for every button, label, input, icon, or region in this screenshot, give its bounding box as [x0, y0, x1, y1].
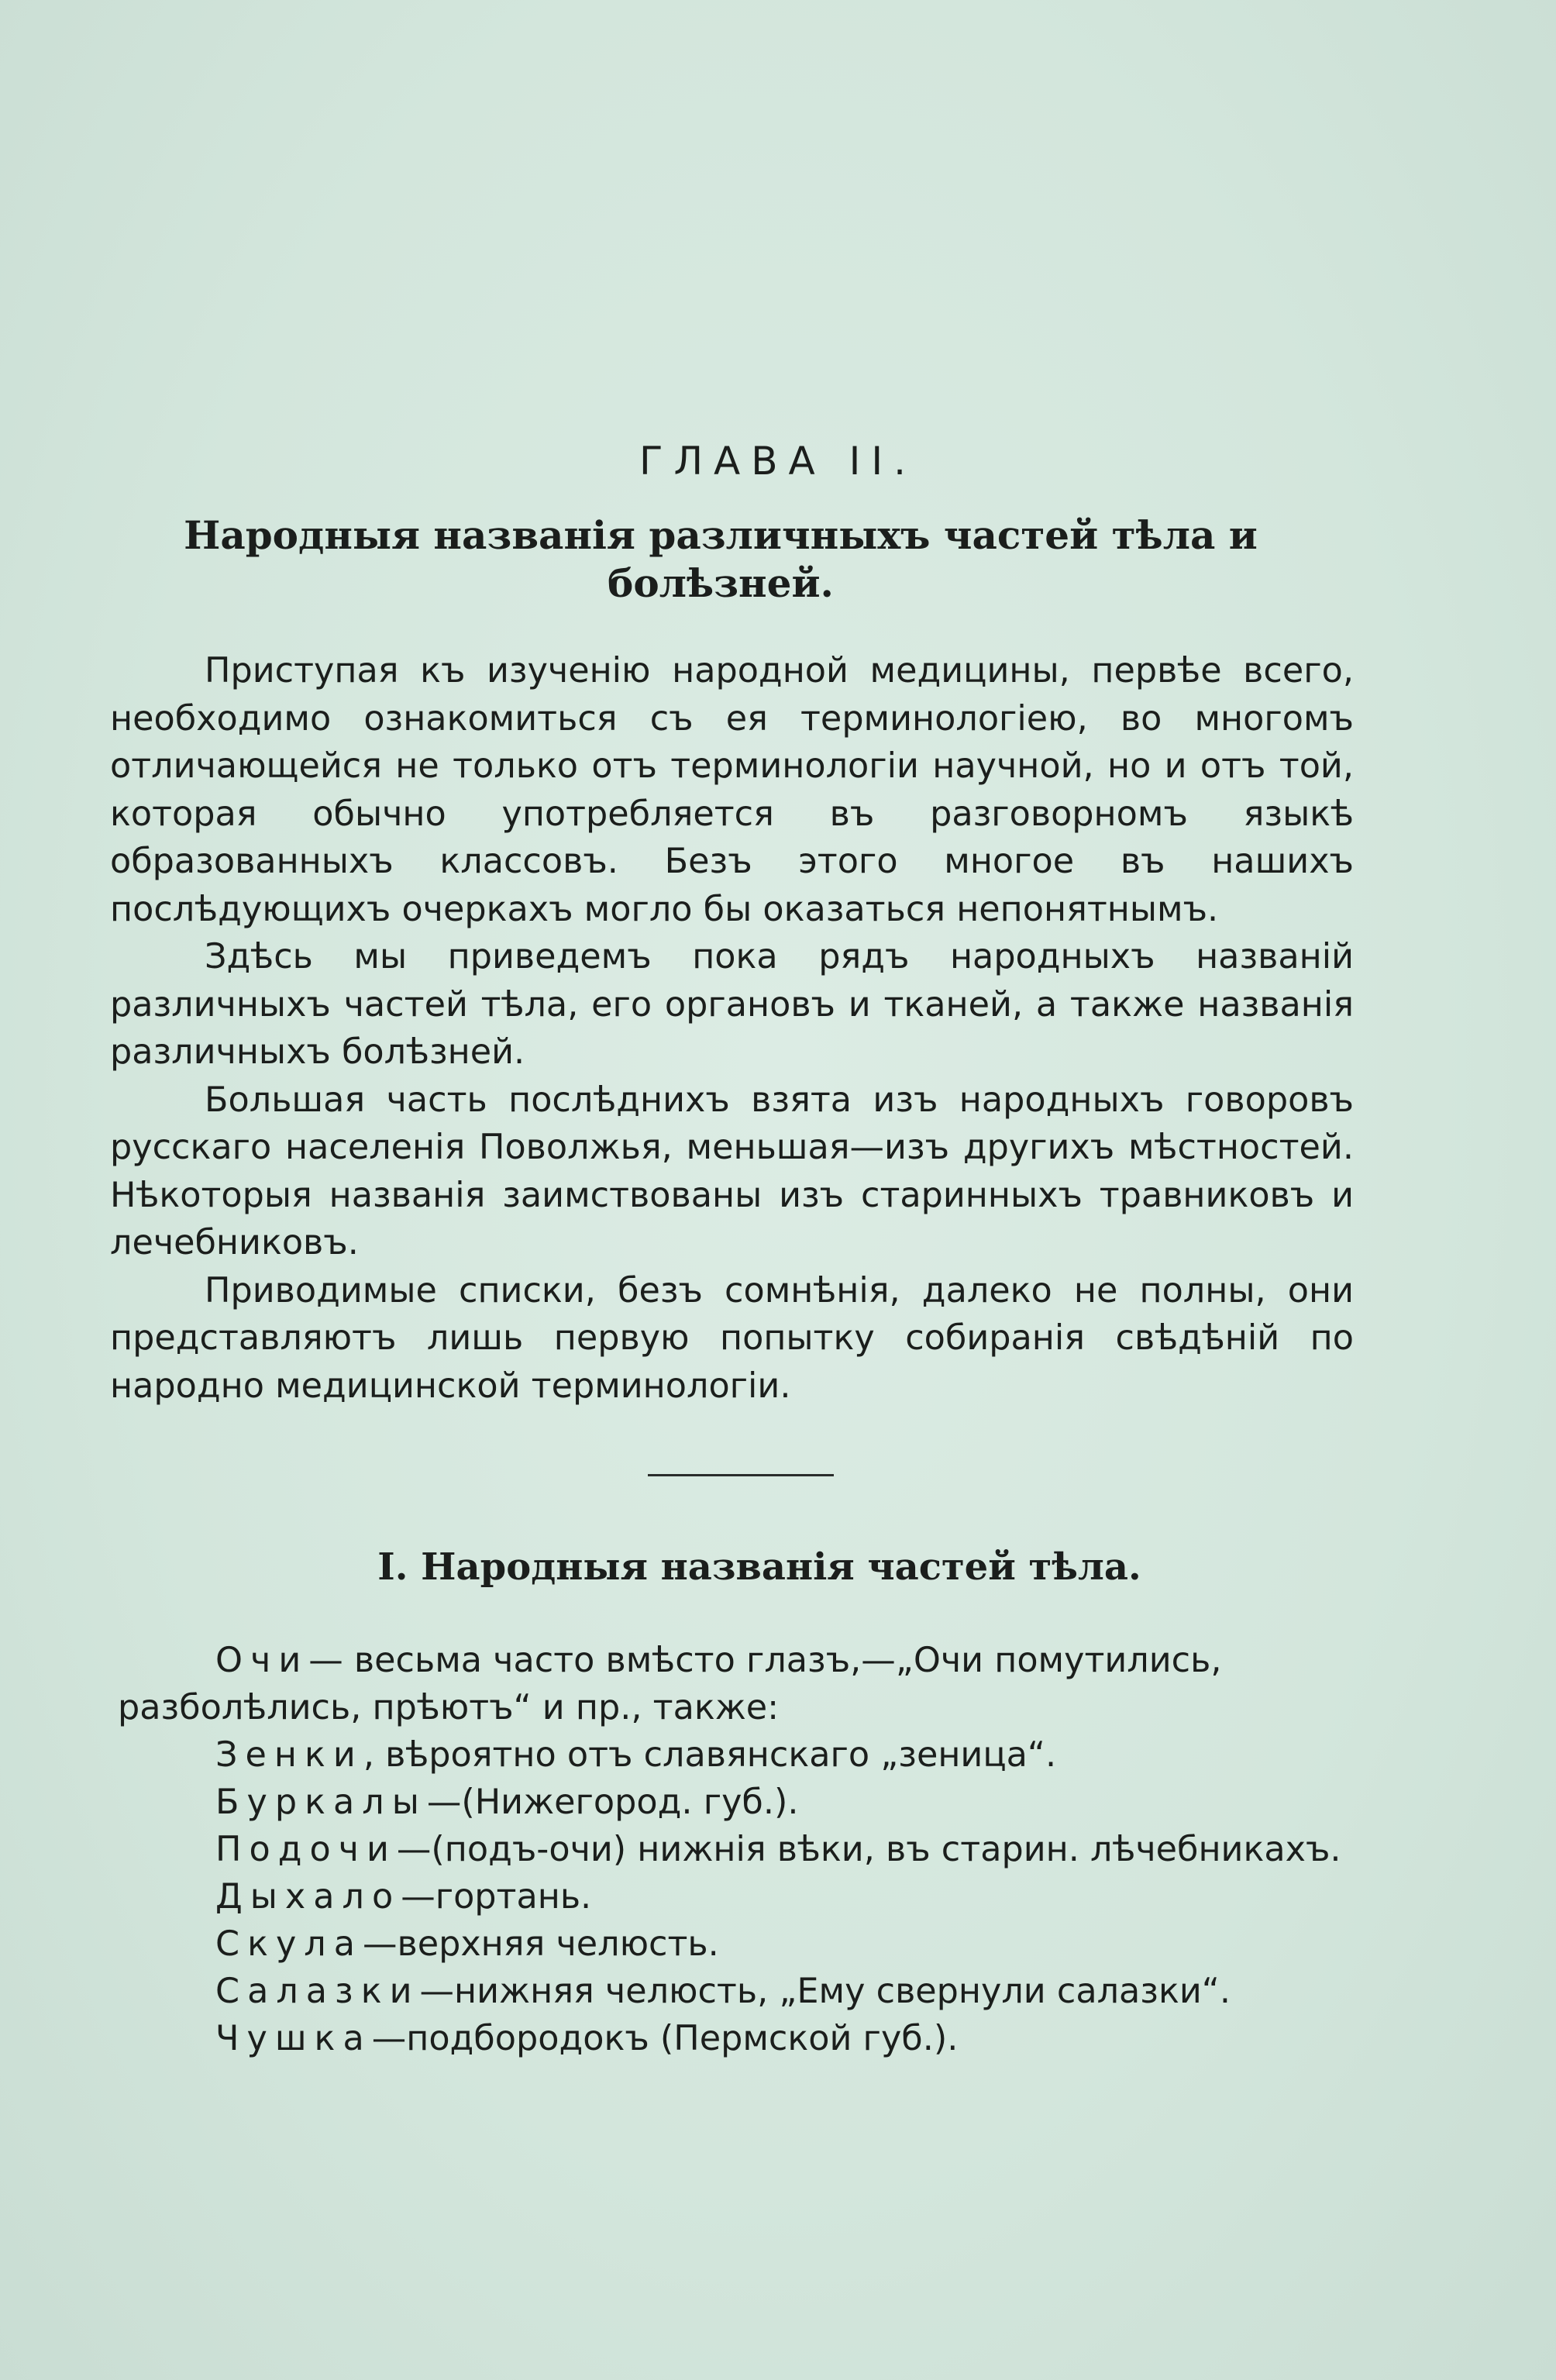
entry-definition: —(Нижегород. губ.).: [426, 1782, 799, 1822]
paragraph: Приводимые списки, безъ сомнѣнія, далеко не полны, они представляютъ лишь первую попытку собиранія свѣдѣній по народно медицинской терминологіи.: [110, 1270, 1354, 1406]
entry-term: Зенки: [215, 1735, 363, 1775]
entry-definition: — весьма часто вмѣсто глазъ,—„Очи помутились, разболѣлись, прѣютъ“ и пр., также:: [118, 1641, 1222, 1727]
list-item: [118, 1779, 1358, 1826]
entry-term: Очи: [215, 1641, 309, 1680]
entry-term: Подочи: [215, 1830, 397, 1869]
list-item: [118, 2015, 1358, 2062]
term-list: [118, 1637, 1358, 2062]
entry-definition: —подбородокъ (Пермской губ.).: [371, 2019, 959, 2058]
paragraph: Приступая къ изученію народной медицины, первѣе всего, необходимо ознакомиться съ ея терминологіею, во многомъ отличающейся не только отъ терминологіи научной, но и отъ той, которая обычно употребляется въ разговорномъ языкѣ образованныхъ классовъ. Безъ этого многое въ нашихъ послѣдующихъ очеркахъ могло бы оказаться непонятнымъ.: [110, 651, 1354, 929]
list-item: [118, 1826, 1358, 1873]
intro-text: [110, 647, 1354, 1410]
paragraph: Большая часть послѣднихъ взята изъ народныхъ говоровъ русскаго населенія Поволжья, меньшая—изъ другихъ мѣстностей. Нѣкоторыя названія заимствованы изъ старинныхъ травниковъ и лечебниковъ.: [110, 1080, 1354, 1262]
chapter-heading: ГЛАВА II.: [639, 439, 917, 484]
entry-term: Салазки: [215, 1972, 420, 2011]
entry-term: Скула: [215, 1924, 363, 1964]
entry-definition: —гортань.: [401, 1877, 592, 1917]
list-item: [118, 1920, 1358, 1968]
section-title: I. Народныя названія частей тѣла.: [377, 1545, 1141, 1589]
entry-definition: —верхняя челюсть.: [363, 1924, 719, 1964]
list-item: [118, 1968, 1358, 2015]
entry-term: Дыхало: [215, 1877, 401, 1917]
entry-definition: , вѣроятно отъ славянскаго „зеница“.: [363, 1735, 1057, 1775]
list-item: [118, 1731, 1358, 1779]
section-divider: [648, 1474, 834, 1476]
entry-definition: —(подъ-очи) нижнія вѣки, въ старин. лѣчебникахъ.: [396, 1830, 1341, 1869]
entry-term: Чушка: [215, 2019, 372, 2058]
paragraph: Здѣсь мы приведемъ пока рядъ народныхъ названій различныхъ частей тѣла, его органовъ и тканей, а также названія различныхъ болѣзней.: [110, 937, 1354, 1072]
list-item: [118, 1637, 1358, 1731]
entry-definition: —нижняя челюсть, „Ему свернули салазки“.: [419, 1972, 1231, 2011]
entry-term: Буркалы: [215, 1782, 427, 1822]
chapter-title: Народныя названія различныхъ частей тѣла и болѣзней.: [184, 512, 1258, 606]
list-item: [118, 1873, 1358, 1920]
